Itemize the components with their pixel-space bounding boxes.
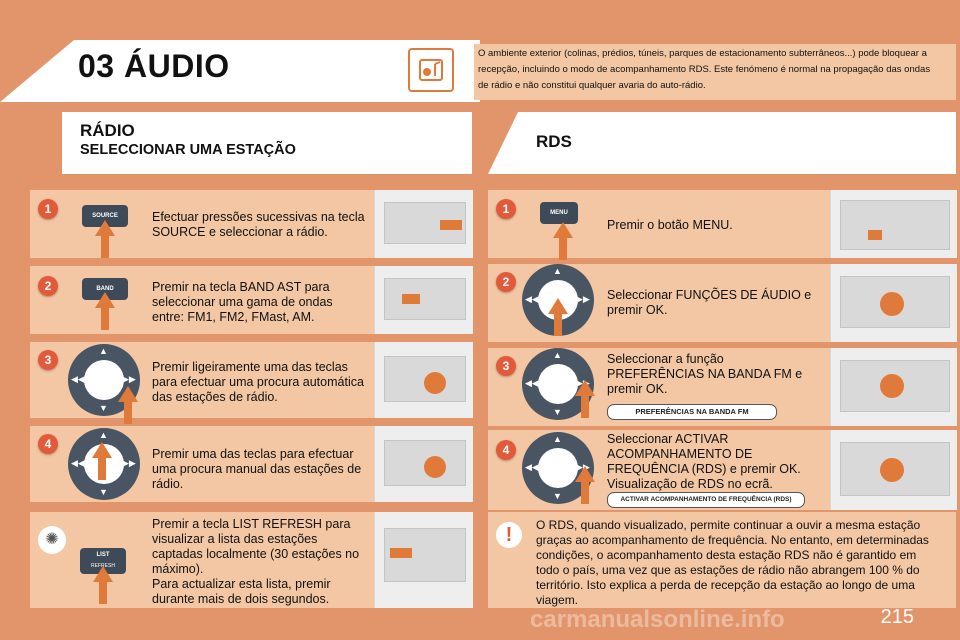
dial-center — [538, 448, 578, 488]
seek-forward-icon: ▶▶ — [576, 462, 590, 472]
radio-heading: RÁDIO — [80, 121, 135, 140]
step-number: 3 — [496, 356, 516, 376]
step-text: Seleccionar FUNÇÕES DE ÁUDIO e premir OK. — [607, 288, 812, 317]
radio-subheading: SELECCIONAR UMA ESTAÇÃO — [80, 142, 296, 158]
press-arrow-stem — [101, 236, 109, 258]
seek-forward-icon: ▶▶ — [122, 374, 136, 384]
press-arrow-icon — [553, 222, 573, 238]
radio-panel-lcd — [840, 200, 950, 250]
section-corner — [44, 112, 62, 174]
watermark: carmanualsonline.info — [530, 606, 785, 633]
press-arrow-icon — [118, 386, 138, 402]
step-text: Seleccionar a função PREFERÊNCIAS NA BANDA FM e premir OK. — [607, 352, 803, 396]
step-number: 4 — [38, 434, 58, 454]
arrow-down-icon: ▼ — [99, 403, 108, 413]
source-button[interactable]: SOURCE — [82, 205, 128, 227]
step-number: 1 — [496, 199, 516, 219]
seek-back-icon: ◀◀ — [525, 462, 539, 472]
seek-back-icon: ◀◀ — [525, 378, 539, 388]
seek-forward-icon: ▶▶ — [576, 378, 590, 388]
reception-note: O ambiente exterior (colinas, prédios, túneis, parques de estacionamento subterrâneos...) pode bloquear a recepção, incluindo o modo de acompanhamento RDS. Este fenómeno é normal na propagação das ondas de rádio e não constitui qualquer avaria do auto-rádio. — [478, 48, 931, 91]
tip-sun-icon: ✺ — [38, 526, 66, 554]
arrow-down-icon: ▼ — [553, 407, 562, 417]
header-corner — [0, 40, 74, 102]
arrow-up-icon: ▲ — [553, 434, 562, 444]
press-arrow-stem — [554, 314, 562, 336]
arrow-up-icon: ▲ — [99, 346, 108, 356]
arrow-up-icon: ▲ — [553, 350, 562, 360]
press-arrow-icon — [575, 380, 595, 396]
press-arrow-stem — [581, 482, 589, 504]
highlighted-key — [868, 230, 882, 240]
press-arrow-stem — [124, 402, 132, 424]
press-arrow-stem — [98, 458, 106, 480]
step-text: Efectuar pressões sucessivas na tecla SOURCE e seleccionar a rádio. — [152, 210, 365, 239]
rds-activate-badge: ACTIVAR ACOMPANHAMENTO DE FREQUÊNCIA (RDS) — [607, 492, 805, 508]
refresh-label: REFRESH — [91, 563, 115, 569]
press-arrow-icon — [95, 292, 115, 308]
highlighted-key — [402, 294, 420, 304]
highlighted-dial — [424, 372, 446, 394]
band-button[interactable]: BAND — [82, 278, 128, 300]
warning-icon: ! — [496, 522, 522, 548]
step-number: 1 — [38, 199, 58, 219]
step-number: 2 — [496, 272, 516, 292]
step-text: Seleccionar ACTIVAR ACOMPANHAMENTO DE FREQUÊNCIA (RDS) e premir OK. Visualização de RDS no ecrã. — [607, 432, 801, 491]
step-text: Premir ligeiramente uma das teclas para efectuar uma procura automática das estações de rádio. — [152, 360, 364, 404]
dial-center — [538, 364, 578, 404]
section-corner — [488, 112, 518, 174]
highlighted-dial — [880, 292, 904, 316]
tip-text: Premir a tecla LIST REFRESH para visualizar a lista das estações captadas localmente (30 estações no máximo). Para actualizar esta lista, premir durante mais de dois segundos. — [152, 517, 360, 606]
step-number: 3 — [38, 350, 58, 370]
press-arrow-stem — [101, 308, 109, 330]
seek-back-icon: ◀◀ — [71, 374, 85, 384]
press-arrow-icon — [575, 466, 595, 482]
press-arrow-icon — [95, 220, 115, 236]
seek-back-icon: ◀◀ — [525, 294, 539, 304]
highlighted-dial — [880, 374, 904, 398]
arrow-down-icon: ▼ — [99, 487, 108, 497]
highlighted-dial — [424, 456, 446, 478]
fm-preferences-badge: PREFERÊNCIAS NA BANDA FM — [607, 404, 777, 420]
press-arrow-icon — [548, 298, 568, 314]
seek-back-icon: ◀◀ — [71, 458, 85, 468]
arrow-up-icon: ▲ — [99, 430, 108, 440]
rds-heading: RDS — [536, 132, 572, 151]
step-number: 2 — [38, 276, 58, 296]
step-text: Premir o botão MENU. — [607, 218, 733, 232]
press-arrow-stem — [581, 396, 589, 418]
highlighted-key — [390, 548, 412, 558]
page-number: 215 — [880, 606, 914, 628]
arrow-up-icon: ▲ — [553, 266, 562, 276]
radio-panel-lcd — [384, 278, 466, 320]
warning-text: O RDS, quando visualizado, permite continuar a ouvir a mesma estação graças ao acompanhamento de frequência. No entanto, em determinadas condições, o acompanhamento desta estação RDS não é garantido em todo o país, uma vez que as estações de rádio não abrangem 100 % do território. Isto explica a perda de recepção da estação ao longo de uma viagem. — [536, 518, 929, 607]
step-text: Premir uma das teclas para efectuar uma procura manual das estações de rádio. — [152, 447, 362, 491]
step-number: 4 — [496, 440, 516, 460]
press-arrow-stem — [559, 238, 567, 260]
highlighted-dial — [880, 458, 904, 482]
radio-music-icon — [408, 48, 454, 92]
seek-forward-icon: ▶▶ — [576, 294, 590, 304]
list-label: LIST — [96, 552, 110, 558]
seek-forward-icon: ▶▶ — [122, 458, 136, 468]
arrow-down-icon: ▼ — [553, 491, 562, 501]
menu-button[interactable]: MENU — [540, 202, 578, 224]
press-arrow-icon — [92, 442, 112, 458]
highlighted-key — [440, 220, 462, 230]
page-title: 03 ÁUDIO — [78, 48, 230, 84]
press-arrow-icon — [93, 566, 113, 582]
step-text: Premir na tecla BAND AST para seleccionar uma gama de ondas entre: FM1, FM2, FMast, AM. — [152, 280, 333, 324]
press-arrow-stem — [99, 582, 107, 604]
